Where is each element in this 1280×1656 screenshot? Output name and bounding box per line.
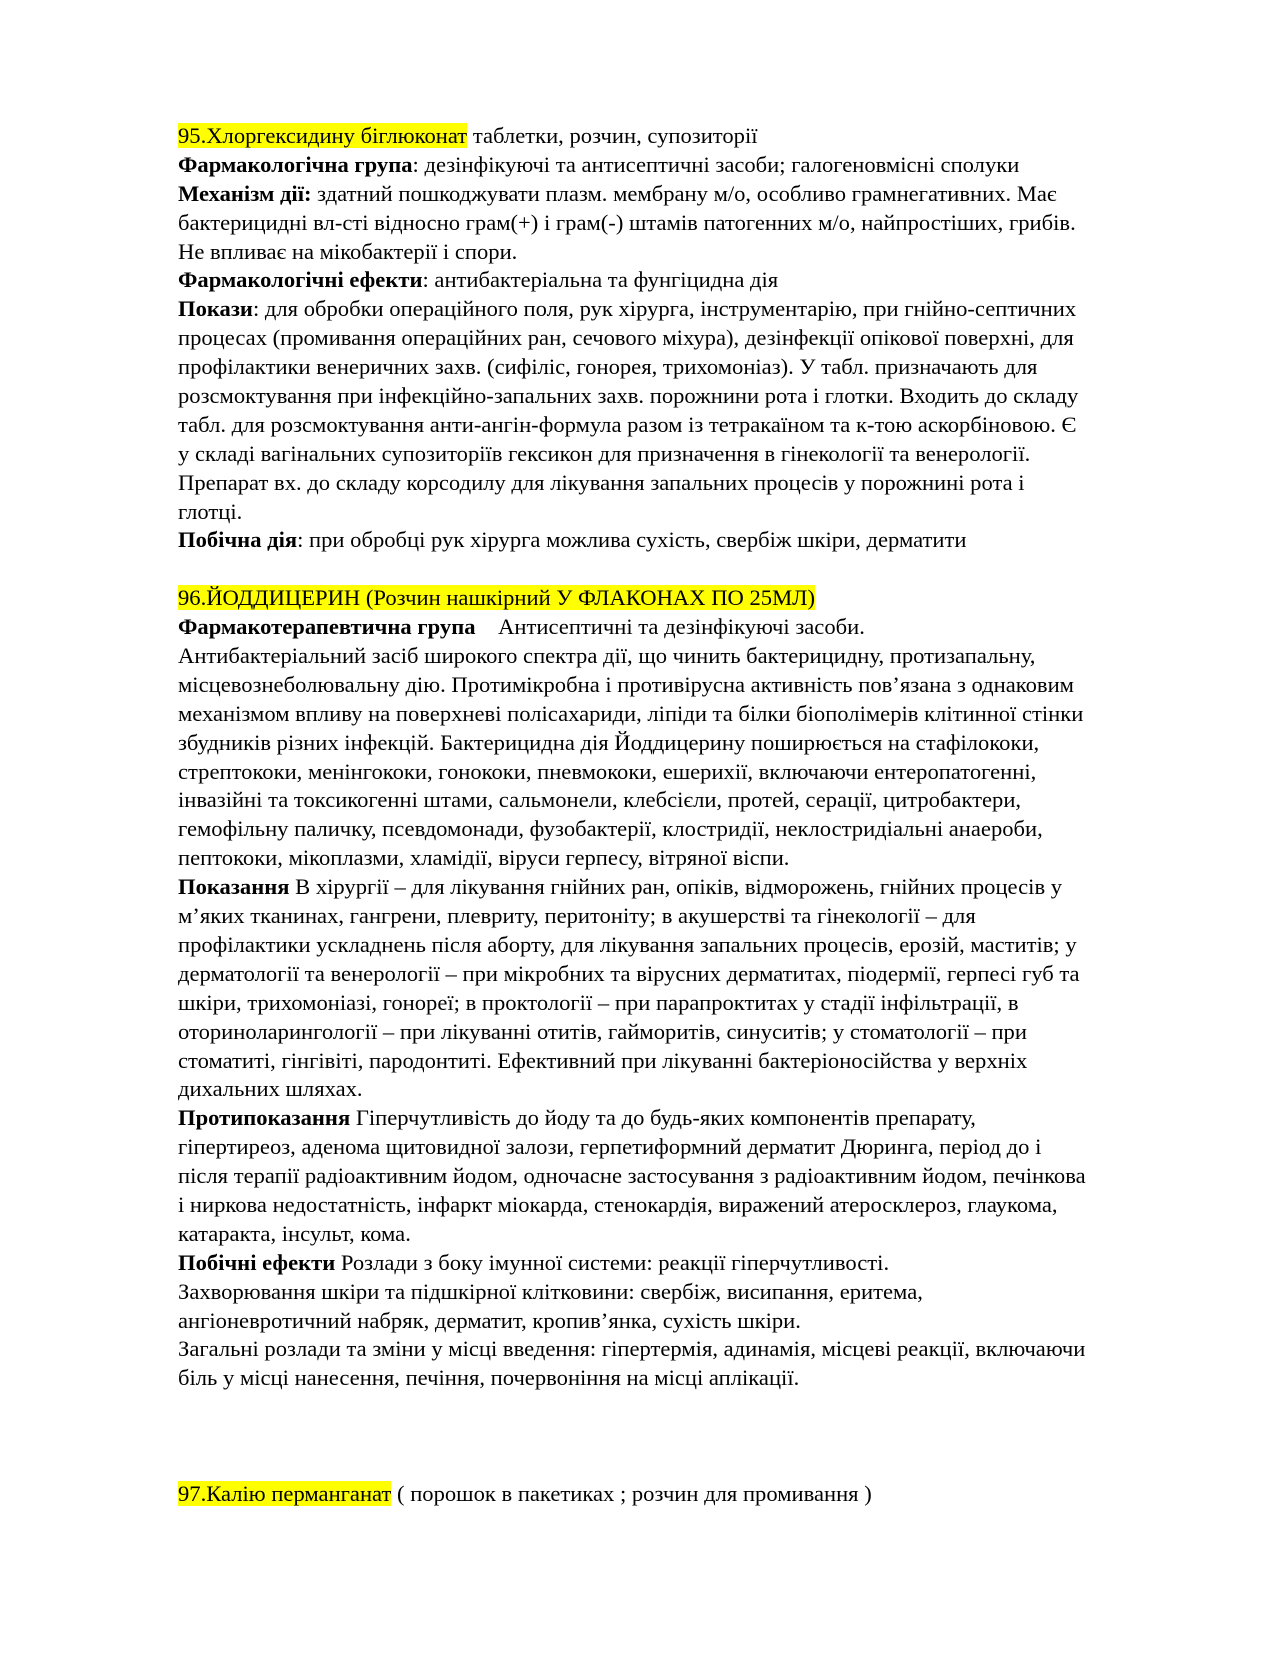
drug-97-forms: ( порошок в пакетиках ; розчин для промивання ) [391,1480,872,1506]
text-line: дерматології та венерології – при мікробних та вірусних дерматитах, піодермії, герпесі губ та [178,960,1080,986]
text-line: процесах (промивання операційних ран, сечового міхура), дезінфекції опікової поверхні, для [178,325,1074,351]
drug-97-title-highlight: 97.Калію перманганат [178,1480,392,1506]
text-line: ангіоневротичний набряк, дерматит, кропив’янка, сухість шкіри. [178,1307,801,1333]
drug-95-indications-label: Покази [178,296,253,322]
drug-95-forms: таблетки, розчин, супозиторії [467,123,758,148]
text-line: механізмом впливу на поверхневі полісахариди, ліпіди та білки біополімерів клітинної стінки [178,700,1084,726]
text-line: Загальні розлади та зміни у місці введення: гіпертермія, адинамія, місцеві реакції, включаючи [178,1336,1086,1362]
text-line: профілактики ускладнень після аборту, для лікування запальних процесів, ерозій, маститів; у [178,931,1077,957]
drug-95-mechanism-label: Механізм дії: [178,180,312,206]
drug-95-effects-label: Фармакологічні ефекти [178,267,423,293]
paragraph-gap [178,1451,1190,1480]
drug-95-indications [178,295,1190,324]
text-line: інвазійні та токсикогенні штами, сальмонели, клебсієли, протей, серації, цитробактери, [178,787,1022,813]
text-line: Гіперчутливість до йоду та до будь-яких компонентів препарату, [350,1105,976,1131]
text-line: збудників різних інфекцій. Бактерицидна дія Йоддицерину поширюється на стафілококи, [178,729,1040,755]
paragraph-gap [178,555,1190,584]
text-line: біль у місці нанесення, печіння, почервоніння на місці аплікації. [178,1365,800,1391]
drug-96-contraindications [178,1104,1190,1133]
drug-96-title [178,584,1190,613]
text-line: гіпертиреоз, аденома щитовидної залози, герпетиформний дерматит Дюринга, період до і [178,1134,1042,1160]
text-line: табл. для розсмоктування анти-ангін-формула разом із тетракаїном та к-тою аскорбіновою. Є [178,411,1077,437]
drug-95-effects [178,266,1190,295]
drug-95-group-text: : дезінфікуючі та антисептичні засоби; галогеновмісні сполуки [412,151,1020,177]
drug-96-indications-label: Показання [178,874,290,900]
text-line: і ниркова недостатність, інфаркт міокарда, стенокардія, виражений атеросклероз, глаукома, [178,1191,1058,1217]
text-line: : для обробки операційного поля, рук хірурга, інструментарію, при гнійно-септичних [252,296,1077,322]
drug-96-contraindications-label: Протипоказання [178,1105,351,1131]
drug-96-side-effects [178,1249,1190,1278]
text-line: Не впливає на мікобактерії і спори. [178,238,518,264]
text-line: оториноларингології – при лікуванні отитів, гайморитів, синуситів; у стоматології – при [178,1018,1027,1044]
text-line: гемофільну паличку, псевдомонади, фузобактерії, клостридії, неклостридіальні анаероби, [178,816,1043,842]
drug-95-group [178,151,1190,180]
text-line: розсмоктування при інфекційно-запальних захв. порожнини рота і глотки. Входить до складу [178,383,1079,409]
text-line: Розлади з боку імунної системи: реакції гіперчутливості. [335,1249,890,1275]
text-line: катаракта, інсульт, кома. [178,1220,411,1246]
drug-95-title [178,122,1190,151]
text-line: : при обробці рук хірурга можлива сухість, свербіж шкіри, дерматити [297,527,967,553]
text-line: бактерицидні вл-сті відносно грам(+) і грам(-) штамів патогенних м/о, найпростіших, грибів. [178,209,1076,235]
text-line: м’яких тканинах, гангрени, плевриту, перитоніту; в акушерстві та гінекології – для [178,903,976,929]
drug-95-title-highlight: 95.Хлоргексидину біглюконат [178,123,468,148]
paragraph-gap [178,1422,1190,1451]
text-line: : антибактеріальна та фунгіцидна дія [422,267,779,293]
drug-97-title [178,1480,1190,1509]
text-line: В хірургії – для лікування гнійних ран, опіків, відморожень, гнійних процесів у [289,874,1063,900]
text-line: Захворювання шкіри та підшкірної клітковини: свербіж, висипання, еритема, [178,1278,923,1304]
drug-95-side-effects-label: Побічна дія [178,527,298,553]
drug-95-side-effects [178,526,1190,555]
text-line: шкіри, трихомоніазі, гонореї; в проктології – при парапроктитах у стадії інфільтрації, в [178,989,1019,1015]
drug-96-group-label: Фармакотерапевтична група [178,614,476,640]
text-line: дихальних шляхах. [178,1076,363,1102]
document-body [178,122,1190,1509]
text-line: Антибактеріальний засіб широкого спектра дії, що чинить бактерицидну, протизапальну, [178,643,1036,669]
drug-96-side-effects-label: Побічні ефекти [178,1249,336,1275]
drug-96-indications [178,873,1190,902]
text-line: пептококи, мікоплазми, хламідії, віруси герпесу, вітряної віспи. [178,845,790,871]
text-line: стоматиті, гінгівіті, пародонтиті. Ефективний при лікуванні бактеріоносійства у верхніх [178,1047,1028,1073]
text-line: стрептококи, менінгококи, гонококи, пневмококи, ешерихії, включаючи ентеропатогенні, [178,758,1037,784]
drug-96-group [178,613,1190,642]
text-line: глотці. [178,498,243,524]
text-line: здатний пошкоджувати плазм. мембрану м/о, особливо грамнегативних. Має [311,180,1057,206]
drug-95-mechanism [178,180,1190,209]
text-line: місцевознеболювальну дію. Протимікробна і противірусна активність пов’язана з однаковим [178,671,1074,697]
text-line: профілактики венеричних захв. (сифіліс, гонорея, трихомоніаз). У табл. призначають для [178,354,1038,380]
drug-96-title-highlight: 96.ЙОДДИЦЕРИН (Розчин нашкірний У ФЛАКОНАХ ПО 25МЛ) [178,585,816,611]
text-line: Препарат вх. до складу корсодилу для лікування запальних процесів у порожнині рота і [178,469,1025,495]
text-line: після терапії радіоактивним йодом, одночасне застосування з радіоактивним йодом, печінкова [178,1163,1086,1189]
paragraph-gap [178,1393,1190,1422]
text-line: Антисептичні та дезінфікуючі засоби. [475,614,865,640]
drug-95-group-label: Фармакологічна група [178,151,413,177]
text-line: у складі вагінальних супозиторіїв гексикон для призначення в гінекології та венерології. [178,440,1031,466]
